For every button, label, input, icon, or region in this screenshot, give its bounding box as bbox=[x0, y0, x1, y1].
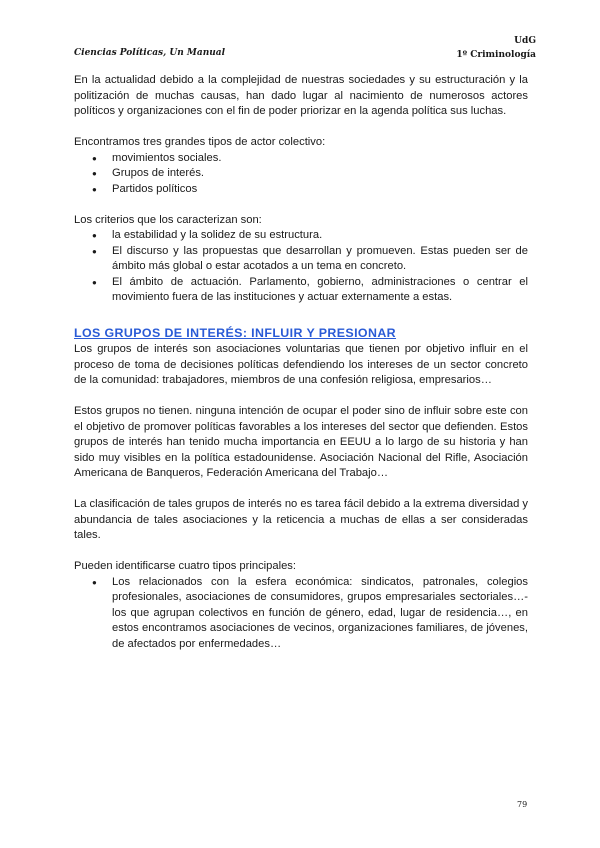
page-header-right bbox=[456, 34, 536, 62]
section-paragraph: La clasificación de tales grupos de interés no es tarea fácil debido a la extrema diversidad y abundancia de tales asociaciones y la reticencia a muchas de ellas a ser consideradas tales. bbox=[74, 498, 528, 541]
list-item: ● El ámbito de actuación. Parlamento, gobierno, administraciones o centrar el movimiento fuera de las instituciones y actuar externamente a estas. bbox=[112, 275, 528, 306]
header-university: UdG bbox=[514, 36, 536, 46]
section-paragraph: Estos grupos no tienen. ninguna intención de ocupar el poder sino de influir sobre este con el objetivo de promover políticas favorables a los intereses del sector que defienden. Estos grupos de interés han tenido mucha importancia en EEUU a lo largo de su historia y han sido muy visibles en la política estadounidense. Asociación Nacional del Rifle, Asociación Americana de Banqueros, Federación Americana del Trabajo… bbox=[74, 405, 528, 479]
types-lead: Pueden identificarse cuatro tipos principales: bbox=[74, 560, 297, 572]
list-item: ● Grupos de interés. bbox=[112, 166, 528, 182]
list-item: ● Partidos políticos bbox=[112, 182, 528, 198]
page-number: 79 bbox=[517, 800, 528, 809]
list-item: ● Los relacionados con la esfera económica: sindicatos, patronales, colegios profesionales, asociaciones de consumidores, grupos empresariales sectoriales…- los que agrupan colectivos en función de género, edad, lugar de residencia…, en estos encontramos asociaciones de vecinos, organizaciones familiares, de jóvenes, de afectados por enfermedades… bbox=[112, 575, 528, 653]
actor-types-list bbox=[74, 151, 528, 198]
section-heading: LOS GRUPOS DE INTERÉS: INFLUIR Y PRESIONAR bbox=[74, 325, 397, 340]
list-item: ● El discurso y las propuestas que desarrollan y promueven. Estas pueden ser de ámbito más global o estar acotados a un tema en concreto. bbox=[112, 244, 528, 275]
types-list bbox=[74, 575, 528, 653]
header-course: 1º Criminología bbox=[456, 50, 536, 60]
criteria-lead: Los criterios que los caracterizan son: bbox=[74, 213, 262, 226]
section-paragraph: Los grupos de interés son asociaciones voluntarias que tienen por objetivo influir en el proceso de toma de decisiones políticas defendiendo los intereses de un sector concreto de la comunidad: trabajadores, miembros de una confesión religiosa, empresarios… bbox=[74, 343, 528, 386]
intro-paragraph: En la actualidad debido a la complejidad de nuestras sociedades y su estructuración y la politización de muchas causas, han dado lugar al nacimiento de numerosos actores políticos y organizaciones con el fin de poder priorizar en la agenda política sus luchas. bbox=[74, 74, 528, 117]
header-book-title: Ciencias Políticas, Un Manual bbox=[74, 48, 226, 58]
list-item: ● la estabilidad y la solidez de su estructura. bbox=[112, 228, 528, 244]
criteria-list bbox=[74, 228, 528, 306]
list-item: ● movimientos sociales. bbox=[112, 151, 528, 167]
actor-types-lead: Encontramos tres grandes tipos de actor colectivo: bbox=[74, 136, 326, 148]
page-content bbox=[74, 73, 528, 668]
